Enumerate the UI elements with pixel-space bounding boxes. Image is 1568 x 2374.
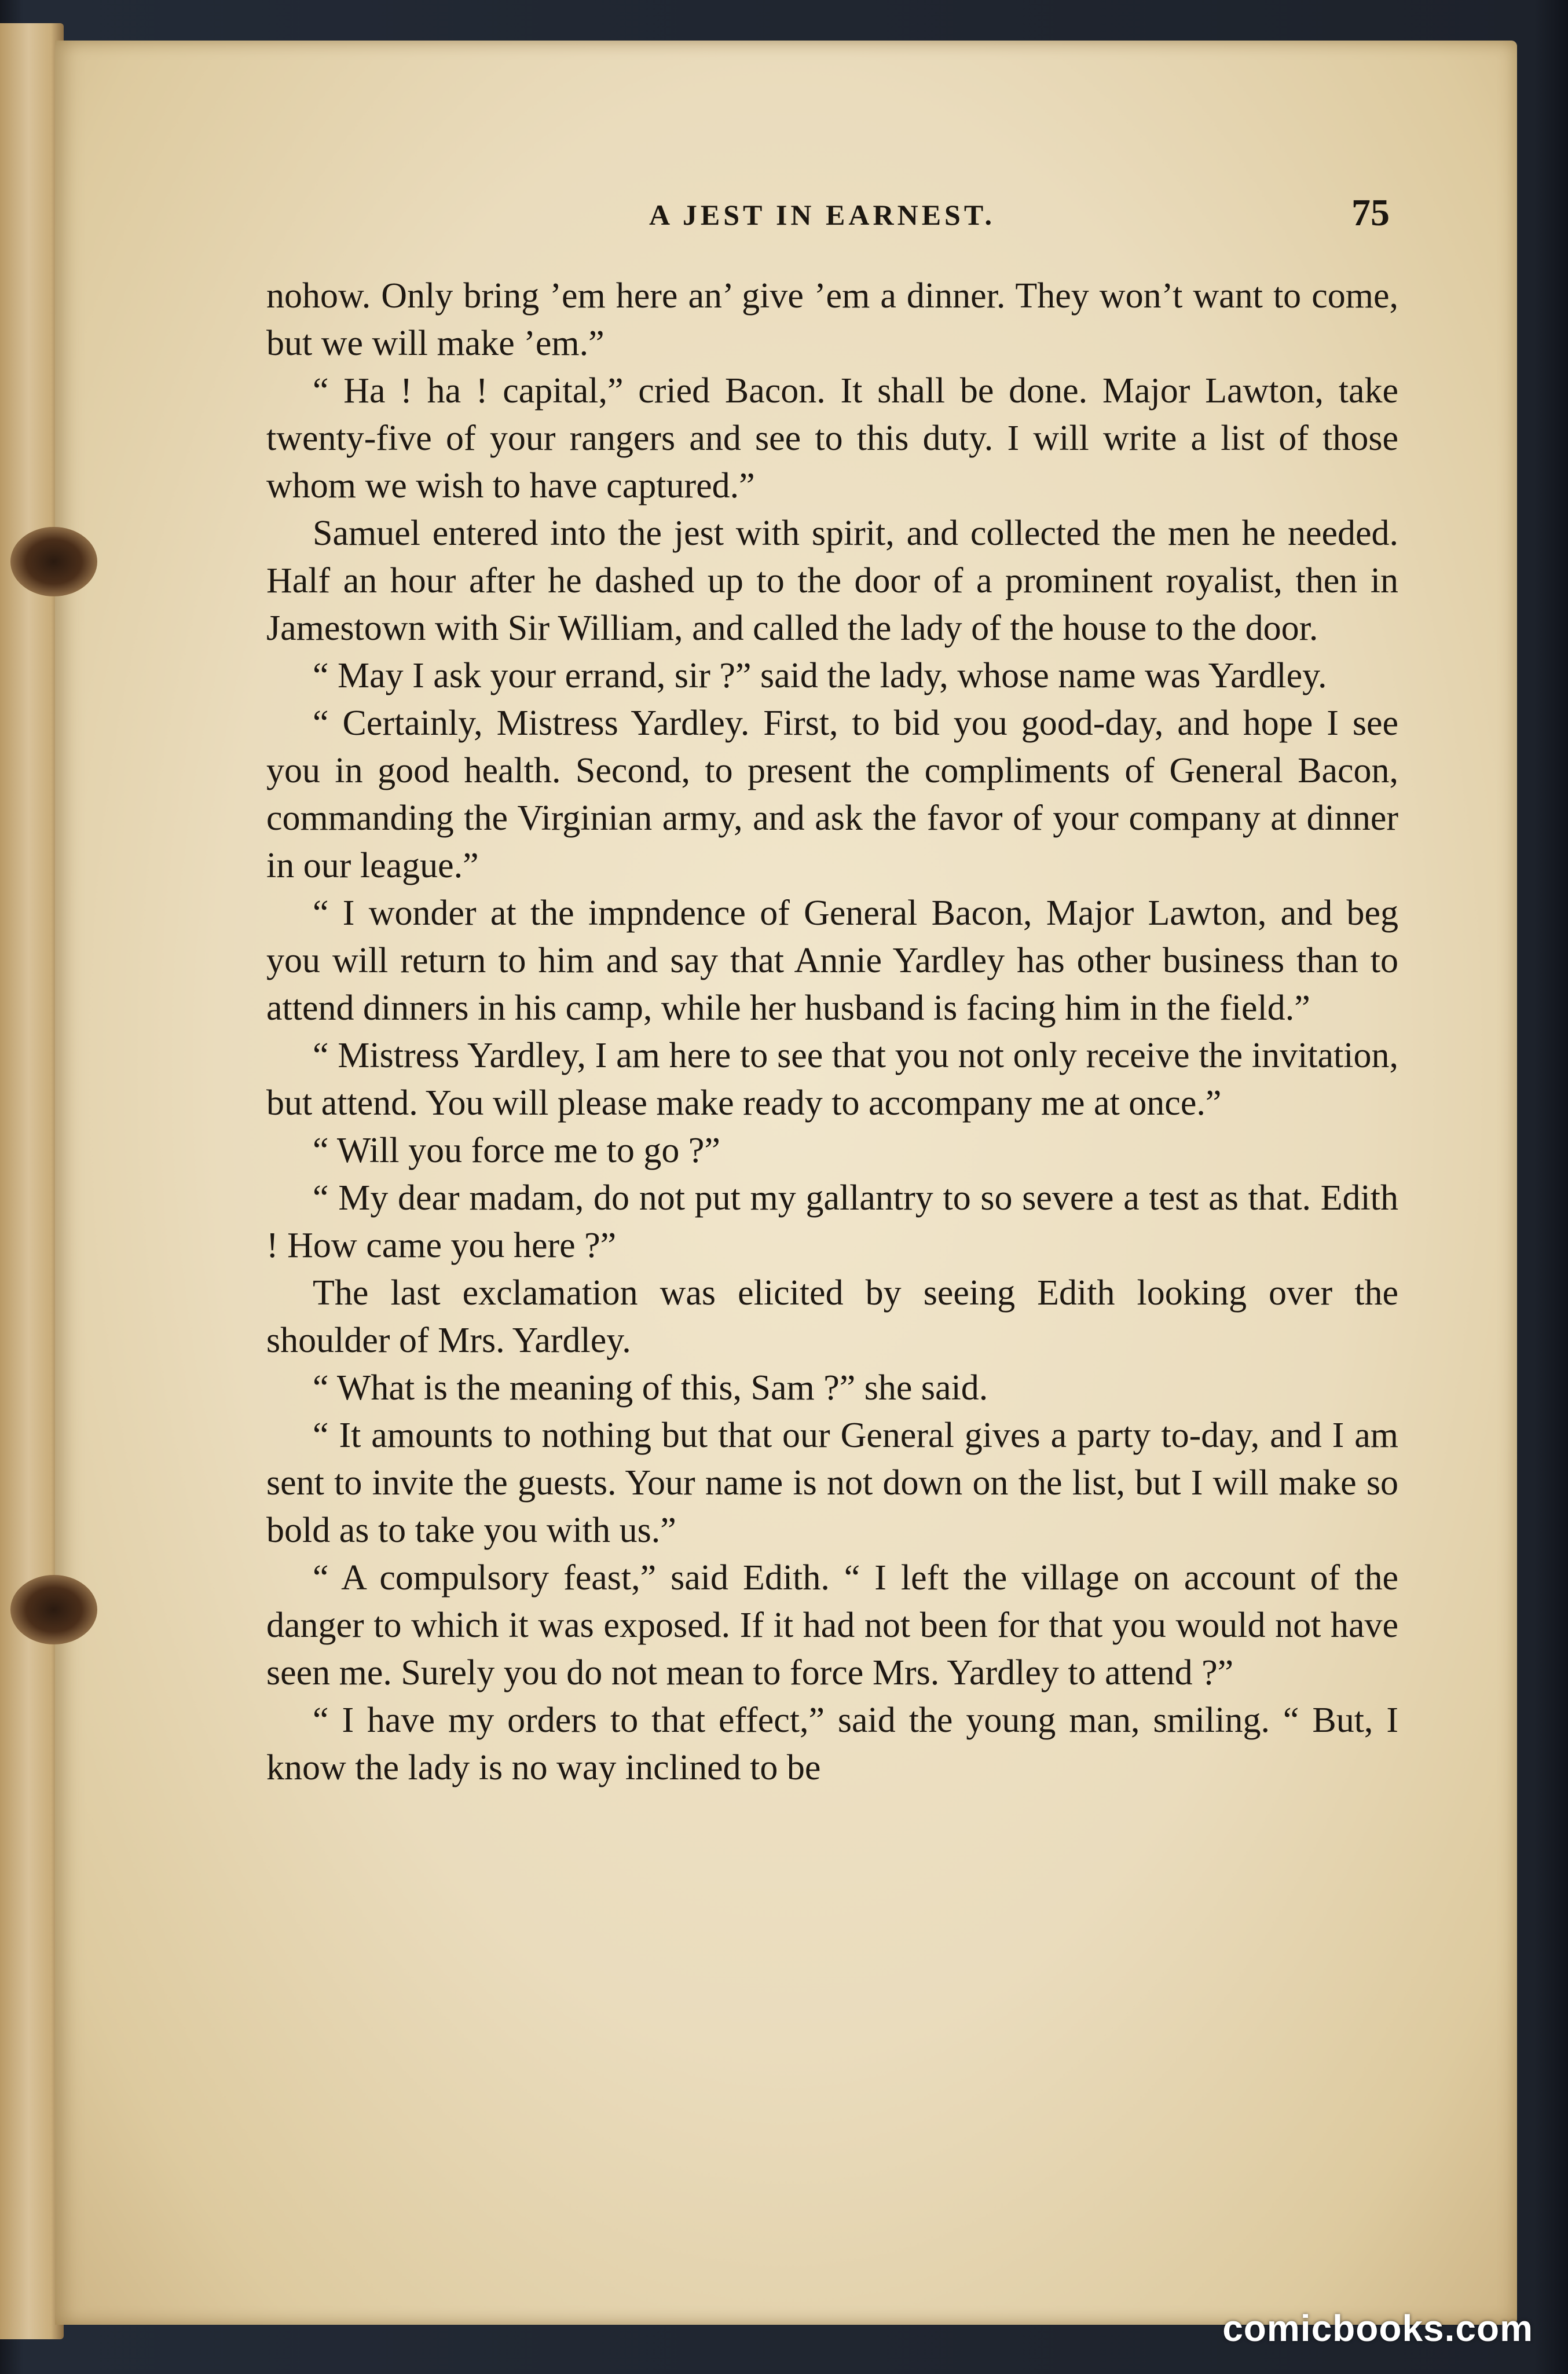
binding-hole-bottom: [10, 1575, 97, 1644]
paragraph: “ A compulsory feast,” said Edith. “ I left the village on account of the danger to which it was exposed. If it had not been for that you would not have seen me. Surely you do not mean to force Mrs. Yardley to attend ?”: [266, 1558, 1398, 1692]
paragraph: “ Certainly, Mistress Yardley. First, to bid you good-day, and hope I see you in good health. Second, to present the compliments of General Bacon, commanding the Virginian army, and ask the favor of your company at dinner in our league.”: [266, 704, 1398, 885]
running-head-title: A JEST IN EARNEST.: [649, 199, 995, 231]
paragraph: “ Mistress Yardley, I am here to see that you not only receive the invitation, but attend. You will please make ready to accompany me at once.”: [266, 1036, 1398, 1123]
paragraph: “ May I ask your errand, sir ?” said the lady, whose name was Yardley.: [313, 656, 1327, 695]
paragraph: “ My dear madam, do not put my gallantry to so severe a test as that. Edith ! How came you here ?”: [266, 1178, 1398, 1265]
paragraph: “ I have my orders to that effect,” said the young man, smiling. “ But, I know the lady is no way inclined to be: [266, 1701, 1398, 1787]
running-head: [255, 191, 1390, 243]
paragraph: “ Ha ! ha ! capital,” cried Bacon. It shall be done. Major Lawton, take twenty-five of your rangers and see to this duty. I will write a list of those whom we wish to have captured.”: [266, 371, 1398, 505]
binding-hole-top: [10, 527, 97, 596]
book-spine: [0, 23, 64, 2339]
site-watermark: comicbooks.com: [1222, 2307, 1533, 2349]
paragraph: The last exclamation was elicited by seeing Edith looking over the shoulder of Mrs. Yardley.: [266, 1273, 1398, 1360]
paragraph: nohow. Only bring ’em here an’ give ’em a dinner. They won’t want to come, but we will make ’em.”: [266, 276, 1398, 363]
paragraph: “ It amounts to nothing but that our General gives a party to-day, and I am sent to invite the guests. Your name is not down on the list, but I will make so bold as to take you with us.”: [266, 1416, 1398, 1550]
body-text: [266, 272, 1398, 1792]
paragraph: “ I wonder at the impndence of General Bacon, Major Lawton, and beg you will return to him and say that Annie Yardley has other business than to attend dinners in his camp, while her husband is facing him in the field.”: [266, 893, 1398, 1028]
paragraph: Samuel entered into the jest with spirit, and collected the men he needed. Half an hour after he dashed up to the door of a prominent royalist, then in Jamestown with Sir William, and called the lady of the house to the door.: [266, 514, 1398, 648]
page-number: 75: [1351, 192, 1390, 234]
paragraph: “ What is the meaning of this, Sam ?” she said.: [313, 1368, 988, 1408]
paragraph: “ Will you force me to go ?”: [313, 1131, 720, 1170]
